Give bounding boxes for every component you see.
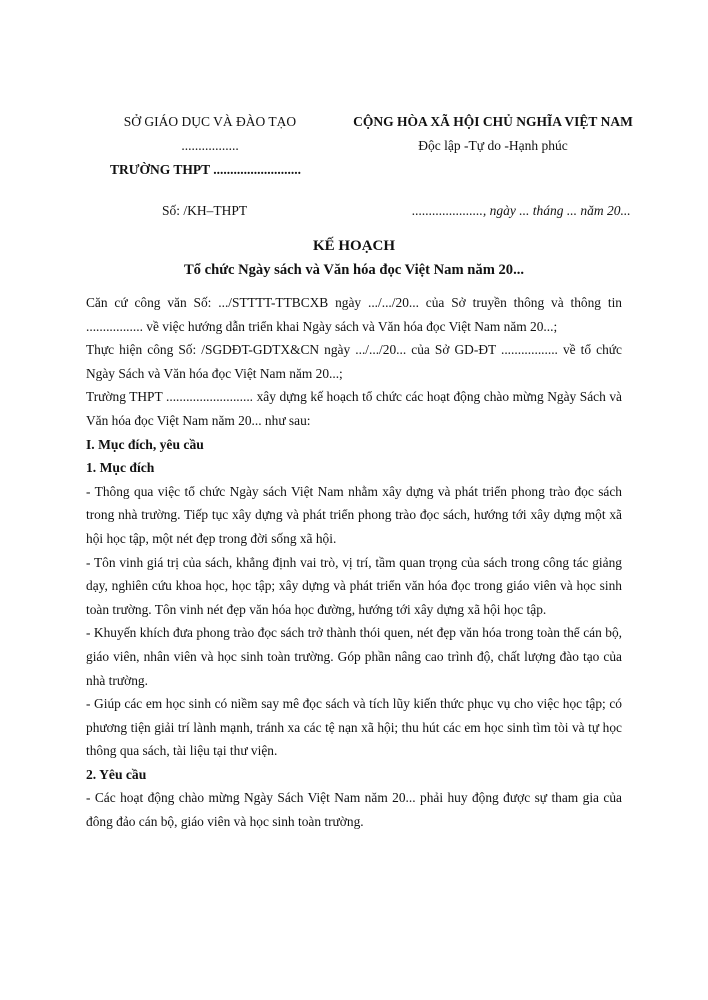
header-school-name: TRƯỜNG THPT .......................... bbox=[110, 162, 302, 177]
intro-paragraph-3: Trường THPT .......................... xây dựng kế hoạch tổ chức các hoạt động chào mừng Ngày Sách và Văn hóa đọc Việt Nam năm 20... như sau: bbox=[86, 389, 622, 428]
header-left-org: SỞ GIÁO DỤC VÀ ĐÀO TẠO bbox=[123, 114, 297, 129]
subsection-heading-requirements: 2. Yêu cầu bbox=[86, 766, 147, 782]
header-motto: Độc lập -Tự do -Hạnh phúc bbox=[418, 138, 568, 153]
document-number: Số: /KH–THPT bbox=[162, 203, 248, 218]
purpose-item-3: - Khuyến khích đưa phong trào đọc sách trở thành thói quen, nét đẹp văn hóa trong toàn thể cán bộ, giáo viên, nhân viên và học sinh toàn trường. Góp phần nâng cao trình độ, chất lượng đào tạo của nhà trường. bbox=[86, 625, 622, 688]
document-subtitle: Tổ chức Ngày sách và Văn hóa đọc Việt Nam năm 20... bbox=[183, 262, 525, 278]
intro-paragraph-2: Thực hiện công Số: /SGDĐT-GDTX&CN ngày .../.../20... của Sở GD-ĐT ................. về tổ chức Ngày Sách và Văn hóa đọc Việt Nam năm 20...; bbox=[86, 342, 622, 381]
intro-paragraph-1: Căn cứ công văn Số: .../STTTT-TTBCXB ngày .../.../20... của Sở truyền thông và thông tin ................. về việc hướng dẫn triển khai Ngày sách và Văn hóa đọc Việt Nam năm 20...; bbox=[86, 295, 622, 334]
document-date: ....................., ngày ... tháng ... năm 20... bbox=[412, 203, 631, 218]
document-title: KẾ HOẠCH bbox=[312, 238, 396, 254]
section-heading-purpose-requirements: I. Mục đích, yêu cầu bbox=[86, 436, 204, 452]
requirement-item-1: - Các hoạt động chào mừng Ngày Sách Việt Nam năm 20... phải huy động được sự tham gia của đông đảo cán bộ, giáo viên và học sinh toàn trường. bbox=[86, 790, 622, 830]
purpose-item-1: - Thông qua việc tổ chức Ngày sách Việt Nam nhằm xây dựng và phát triển phong trào đọc sách trong nhà trường. Tiếp tục xây dựng và phát triển phong trào đọc sách, hướng tới xây dựng một xã hội học tập, một nét đẹp trong đời sống xã hội. bbox=[86, 483, 622, 546]
document-body bbox=[86, 291, 622, 834]
purpose-item-2: - Tôn vinh giá trị của sách, khẳng định vai trò, vị trí, tầm quan trọng của sách trong công tác giảng dạy, nghiên cứu khoa học, học tập; xây dựng và phát triển văn hóa đọc trong giáo viên và học sinh toàn trường. Tôn vinh nét đẹp văn hóa học đường, hướng tới xây dựng xã hội học tập. bbox=[86, 554, 622, 617]
purpose-item-4: - Giúp các em học sinh có niềm say mê đọc sách và tích lũy kiến thức phục vụ cho việc học tập; có phương tiện giải trí lành mạnh, tránh xa các tệ nạn xã hội; thu hút các em học sinh tìm tòi và tự học thông qua sách, tài liệu tại thư viện. bbox=[86, 696, 622, 759]
header-left-dots: ................. bbox=[181, 138, 239, 153]
subsection-heading-purpose: 1. Mục đích bbox=[86, 460, 155, 476]
header-national-title: CỘNG HÒA XÃ HỘI CHỦ NGHĨA VIỆT NAM bbox=[353, 114, 633, 129]
